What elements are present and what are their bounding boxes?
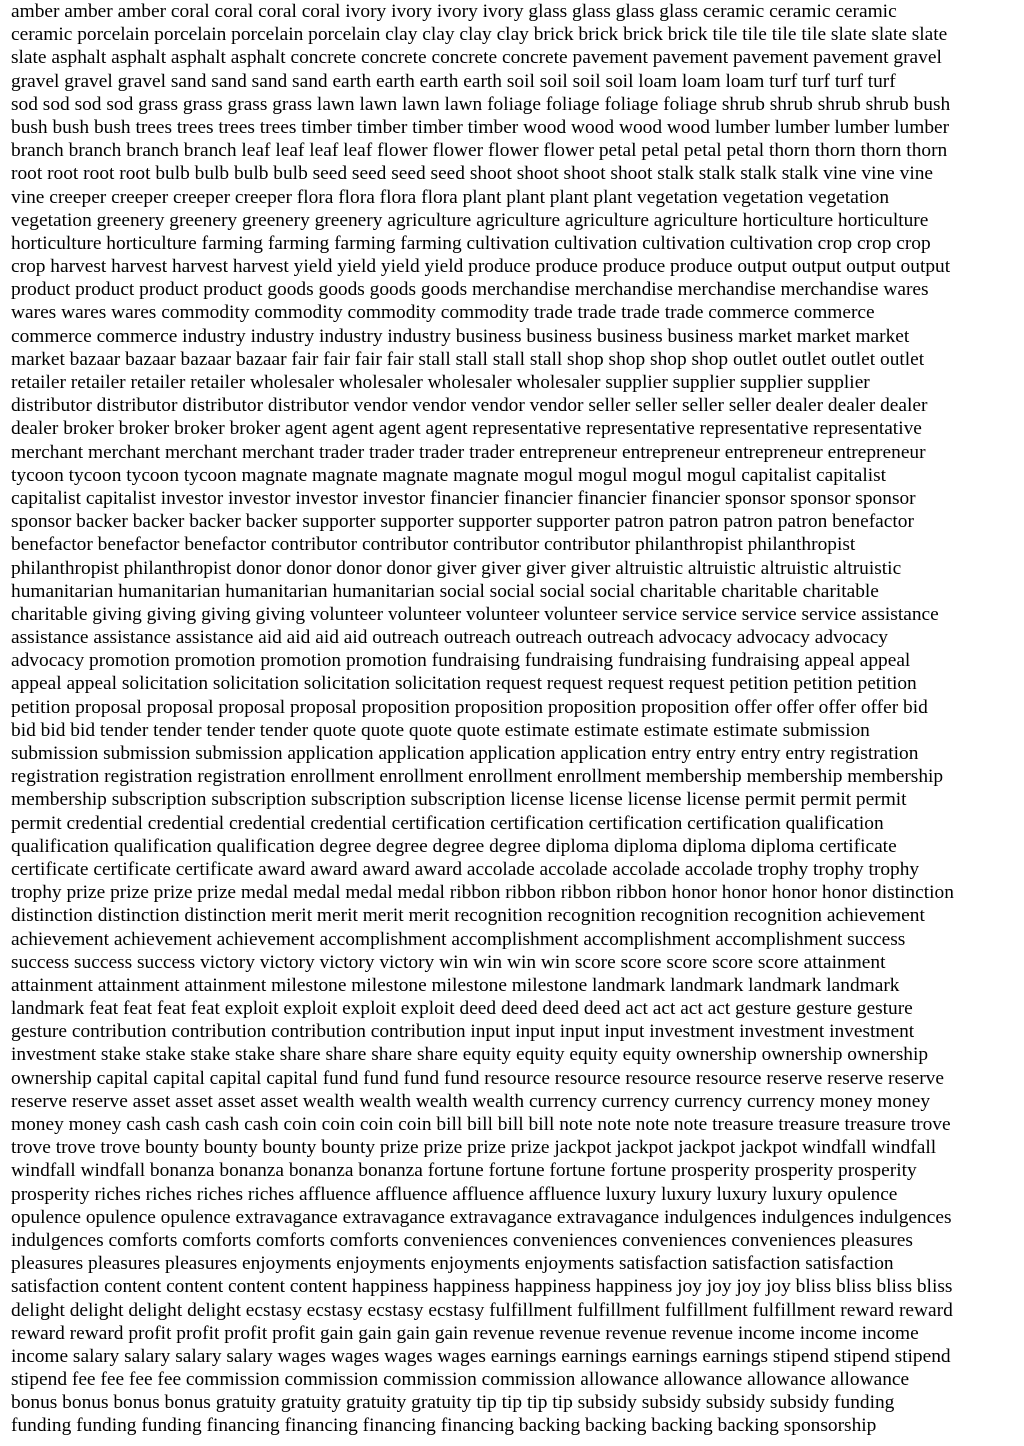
text-line: income salary salary salary salary wages wages wages wages earnings earnings earnings earnings stipend stipend stipend bbox=[11, 1345, 951, 1367]
text-line: amber amber amber coral coral coral coral ivory ivory ivory ivory glass glass glass glass ceramic ceramic ceramic bbox=[11, 1, 897, 22]
text-line: assistance assistance assistance aid aid aid aid outreach outreach outreach outreach advocacy advocacy advocacy bbox=[11, 627, 889, 649]
text-body bbox=[11, 0, 1014, 1438]
text-line: vegetation greenery greenery greenery greenery agriculture agriculture agriculture agriculture horticulture horticulture bbox=[11, 209, 929, 231]
text-line: permit credential credential credential credential certification certification certification certification qualification bbox=[11, 812, 884, 834]
text-line: trophy prize prize prize prize medal medal medal medal ribbon ribbon ribbon ribbon honor honor honor honor distinction bbox=[11, 882, 954, 904]
text-line: ownership capital capital capital capital fund fund fund fund resource resource resource resource reserve reserve reserve bbox=[11, 1067, 944, 1089]
text-line: qualification qualification qualification degree degree degree degree diploma diploma diploma diploma certificate bbox=[11, 835, 897, 857]
text-line: gesture contribution contribution contribution contribution input input input input investment investment investment bbox=[11, 1021, 915, 1043]
text-line: money money cash cash cash cash coin coin coin coin bill bill bill bill note note note note treasure treasure treasure trove bbox=[11, 1114, 951, 1135]
text-line: attainment attainment attainment milestone milestone milestone milestone landmark landmark landmark landmark bbox=[11, 974, 900, 996]
text-line: product product product product goods goods goods goods merchandise merchandise merchandise merchandise wares bbox=[11, 279, 929, 301]
text-line: distinction distinction distinction merit merit merit merit recognition recognition recognition recognition achievement bbox=[11, 905, 925, 927]
text-line: stipend fee fee fee fee commission commission commission commission allowance allowance allowance allowance bbox=[11, 1369, 910, 1391]
text-line: bid bid bid tender tender tender tender quote quote quote quote estimate estimate estimate estimate submission bbox=[11, 719, 870, 741]
text-line: charitable giving giving giving giving volunteer volunteer volunteer volunteer service service service service assistance bbox=[11, 603, 939, 625]
text-line: benefactor benefactor benefactor contributor contributor contributor contributor philanthropist philanthropist bbox=[11, 534, 856, 556]
text-line: reward reward profit profit profit profit gain gain gain gain revenue revenue revenue revenue income income income bbox=[11, 1322, 919, 1344]
text-line: market bazaar bazaar bazaar bazaar fair fair fair fair stall stall stall stall shop shop shop shop outlet outlet outlet outlet bbox=[11, 348, 925, 370]
text-line: submission submission submission application application application application entry entry entry entry registration bbox=[11, 743, 919, 764]
text-line: sponsor backer backer backer backer supporter supporter supporter supporter patron patron patron patron benefactor bbox=[11, 511, 914, 533]
text-line: reserve reserve asset asset asset asset wealth wealth wealth wealth currency currency currency currency money money bbox=[11, 1090, 931, 1112]
text-line: indulgences comforts comforts comforts comforts conveniences conveniences conveniences conveniences pleasures bbox=[11, 1229, 913, 1251]
text-line: merchant merchant merchant merchant trader trader trader trader entrepreneur entrepreneur entrepreneur entrepreneur bbox=[11, 441, 926, 463]
text-line: opulence opulence opulence extravagance extravagance extravagance extravagance indulgences indulgences indulgences bbox=[11, 1206, 952, 1228]
text-line: dealer broker broker broker broker agent agent agent agent representative representative representative representative bbox=[11, 418, 922, 440]
text-line: bush bush bush trees trees trees trees timber timber timber timber wood wood wood wood lumber lumber lumber lumber bbox=[11, 116, 950, 138]
text-line: sod sod sod sod grass grass grass grass lawn lawn lawn lawn foliage foliage foliage foliage shrub shrub shrub shrub bush bbox=[11, 93, 951, 115]
text-line: windfall windfall bonanza bonanza bonanza bonanza fortune fortune fortune fortune prosperity prosperity prosperity bbox=[11, 1160, 917, 1182]
text-line: root root root root bulb bulb bulb bulb seed seed seed seed shoot shoot shoot shoot stalk stalk stalk stalk vine vine vine bbox=[11, 163, 934, 185]
text-line: registration registration registration enrollment enrollment enrollment enrollment membership membership membership bbox=[11, 766, 944, 788]
text-line: vine creeper creeper creeper creeper flora flora flora flora plant plant plant plant vegetation vegetation vegetation bbox=[11, 186, 890, 208]
text-line: appeal appeal solicitation solicitation solicitation solicitation request request request request petition petition petition bbox=[11, 673, 917, 695]
text-line: commerce commerce industry industry industry industry business business business business market market market bbox=[11, 325, 910, 347]
text-line: achievement achievement achievement accomplishment accomplishment accomplishment accomplishment success bbox=[11, 928, 906, 950]
text-line: delight delight delight delight ecstasy ecstasy ecstasy ecstasy fulfillment fulfillment fulfillment fulfillment reward reward bbox=[11, 1299, 953, 1321]
text-line: certificate certificate certificate award award award award accolade accolade accolade accolade trophy trophy trophy bbox=[11, 858, 920, 880]
text-line: landmark feat feat feat feat exploit exploit exploit exploit deed deed deed deed act act act act gesture gesture gesture bbox=[11, 998, 913, 1020]
text-line: ceramic porcelain porcelain porcelain porcelain clay clay clay clay brick brick brick brick tile tile tile tile slate slate slate bbox=[11, 24, 948, 46]
text-line: petition proposal proposal proposal proposal proposition proposition proposition proposition offer offer offer offer bid bbox=[11, 696, 928, 718]
text-line: philanthropist philanthropist donor donor donor donor giver giver giver giver altruistic altruistic altruistic altruistic bbox=[11, 557, 902, 579]
text-line: horticulture horticulture farming farming farming farming cultivation cultivation cultivation cultivation crop crop crop bbox=[11, 232, 931, 254]
text-line: crop harvest harvest harvest harvest yield yield yield yield produce produce produce produce output output output output bbox=[11, 256, 951, 278]
text-line: gravel gravel gravel sand sand sand sand earth earth earth earth soil soil soil soil loam loam loam turf turf turf turf bbox=[11, 70, 896, 92]
text-line: satisfaction content content content content happiness happiness happiness happiness joy joy joy joy bliss bliss bliss bliss bbox=[11, 1276, 953, 1298]
text-line: pleasures pleasures pleasures enjoyments enjoyments enjoyments enjoyments satisfaction satisfaction satisfaction bbox=[11, 1253, 894, 1275]
text-line: funding funding funding financing financing financing financing backing backing backing backing sponsorship bbox=[11, 1415, 877, 1437]
text-line: investment stake stake stake stake share share share share equity equity equity equity ownership ownership ownership bbox=[11, 1044, 929, 1066]
text-line: tycoon tycoon tycoon tycoon magnate magnate magnate magnate mogul mogul mogul mogul capitalist capitalist bbox=[11, 464, 887, 486]
text-line: retailer retailer retailer retailer wholesaler wholesaler wholesaler wholesaler supplier supplier supplier supplier bbox=[11, 372, 870, 393]
text-line: distributor distributor distributor distributor vendor vendor vendor vendor seller seller seller seller dealer dealer dealer bbox=[11, 395, 928, 417]
text-line: advocacy promotion promotion promotion promotion fundraising fundraising fundraising fundraising appeal appeal bbox=[11, 650, 911, 672]
text-line: success success success victory victory victory victory win win win win score score score score score attainment bbox=[11, 951, 886, 973]
text-line: capitalist capitalist investor investor investor investor financier financier financier financier sponsor sponsor sponsor bbox=[11, 487, 916, 509]
text-line: bonus bonus bonus bonus gratuity gratuity gratuity gratuity tip tip tip tip subsidy subsidy subsidy subsidy funding bbox=[11, 1392, 895, 1414]
text-line: branch branch branch branch leaf leaf leaf leaf flower flower flower flower petal petal petal petal thorn thorn thorn thorn bbox=[11, 140, 948, 162]
text-line: prosperity riches riches riches riches affluence affluence affluence affluence luxury luxury luxury luxury opulence bbox=[11, 1183, 898, 1205]
text-line: humanitarian humanitarian humanitarian humanitarian social social social social charitable charitable charitable bbox=[11, 580, 879, 602]
text-line: wares wares wares commodity commodity commodity commodity trade trade trade trade commerce commerce bbox=[11, 302, 875, 324]
text-line: trove trove trove bounty bounty bounty bounty prize prize prize prize jackpot jackpot jackpot jackpot windfall windfall bbox=[11, 1137, 937, 1159]
text-line: slate asphalt asphalt asphalt asphalt concrete concrete concrete concrete pavement pavement pavement pavement gravel bbox=[11, 47, 942, 69]
text-line: membership subscription subscription subscription subscription license license license license permit permit permit bbox=[11, 789, 907, 811]
